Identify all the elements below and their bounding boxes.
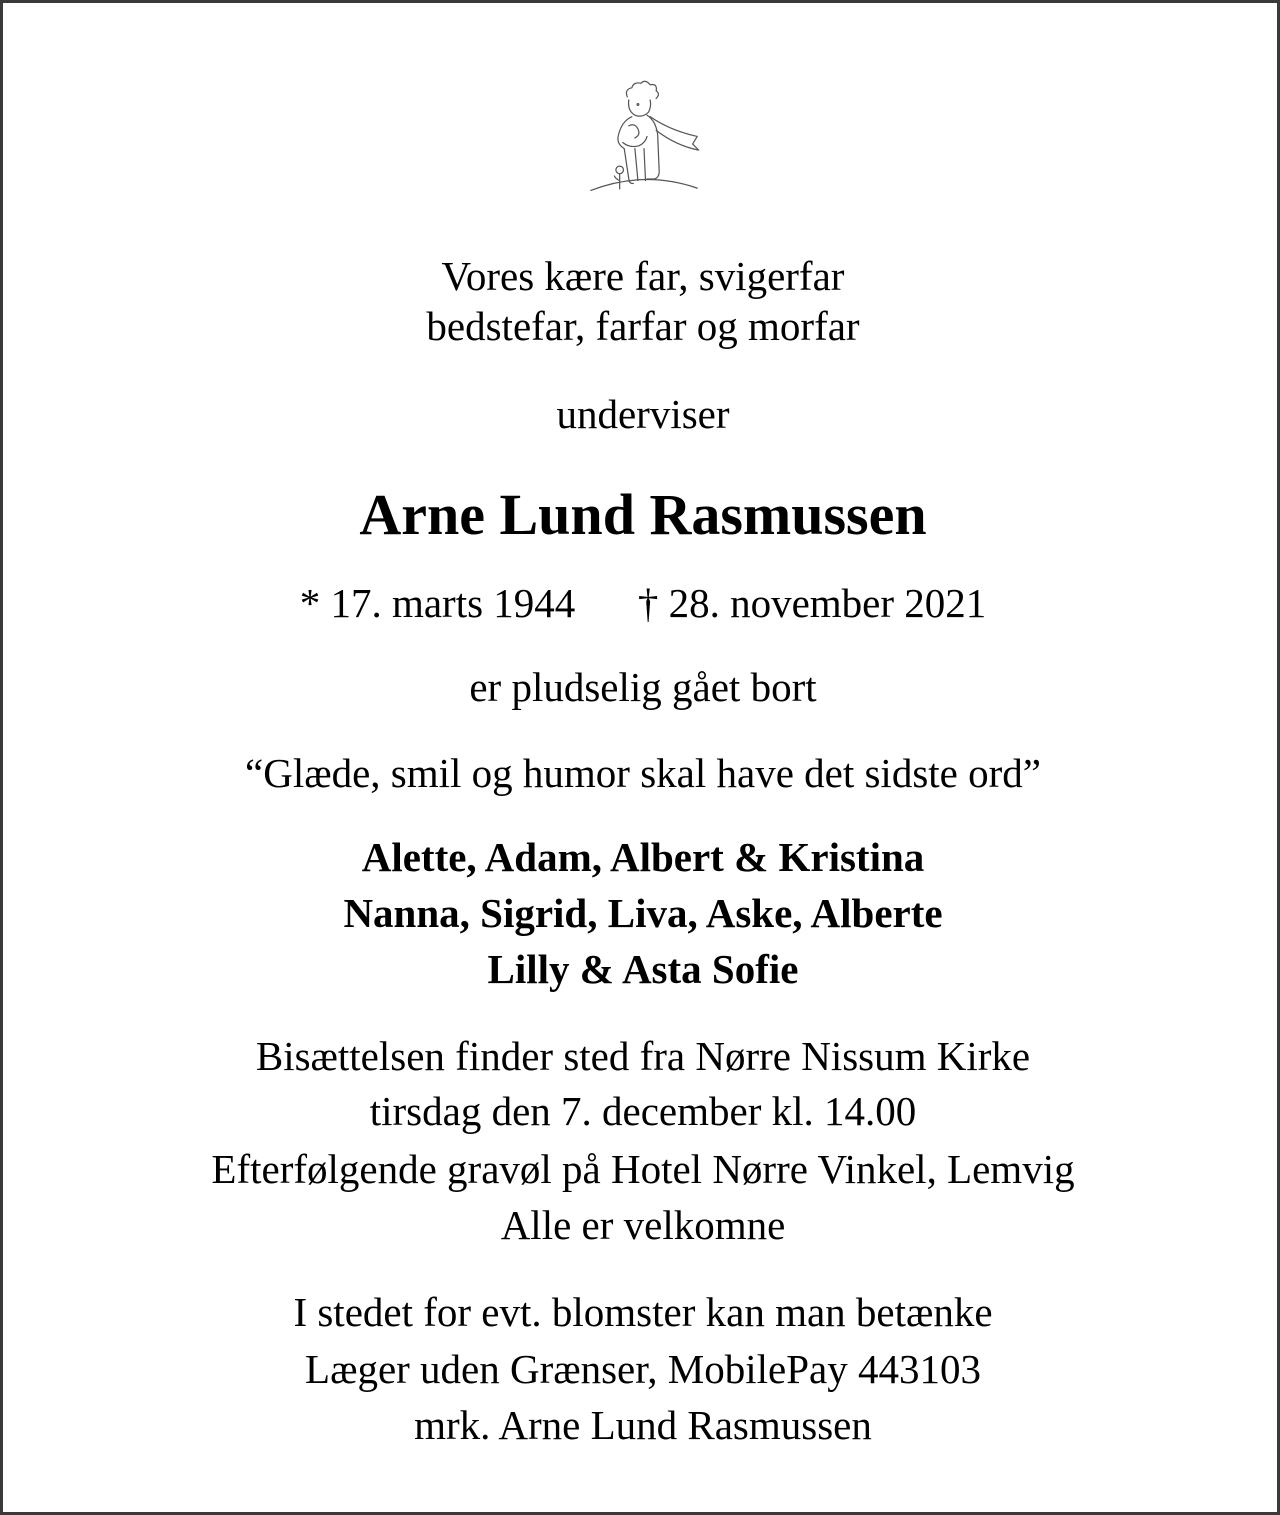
funeral-line-4: Alle er velkomne: [500, 1202, 786, 1248]
death-date: 28. november 2021: [668, 580, 987, 626]
funeral-line-3: Efterfølgende gravøl på Hotel Nørre Vinkel, Lemvig: [211, 1146, 1075, 1192]
funeral-line-2: tirsdag den 7. december kl. 14.00: [369, 1088, 917, 1134]
donation-line-3: mrk. Arne Lund Rasmussen: [414, 1402, 872, 1448]
family-line-1: Alette, Adam, Albert & Kristina: [361, 834, 925, 880]
little-prince-icon: [568, 65, 720, 217]
family-line-2: Nanna, Sigrid, Liva, Aske, Alberte: [343, 890, 943, 936]
passing-text: er pludselig gået bort: [469, 664, 817, 710]
deceased-name: Arne Lund Rasmussen: [359, 482, 927, 547]
death-cross-icon: †: [637, 580, 659, 626]
birth-date: 17. marts 1944: [330, 580, 576, 626]
funeral-line-1: Bisættelsen finder sted fra Nørre Nissum Kirke: [255, 1033, 1031, 1079]
life-dates: [3, 576, 1280, 630]
intro-line-1: Vores kære far, svigerfar: [441, 253, 845, 299]
family-line-3: Lilly & Asta Sofie: [487, 946, 799, 992]
donation-line-2: Læger uden Grænser, MobilePay 443103: [305, 1346, 981, 1392]
birth-star-icon: *: [299, 580, 321, 626]
occupation: underviser: [556, 391, 730, 437]
quote: “Glæde, smil og humor skal have det sidste ord”: [245, 750, 1041, 796]
donation-line-1: I stedet for evt. blomster kan man betænke: [293, 1289, 993, 1335]
intro-line-2: bedstefar, farfar og morfar: [426, 303, 860, 349]
